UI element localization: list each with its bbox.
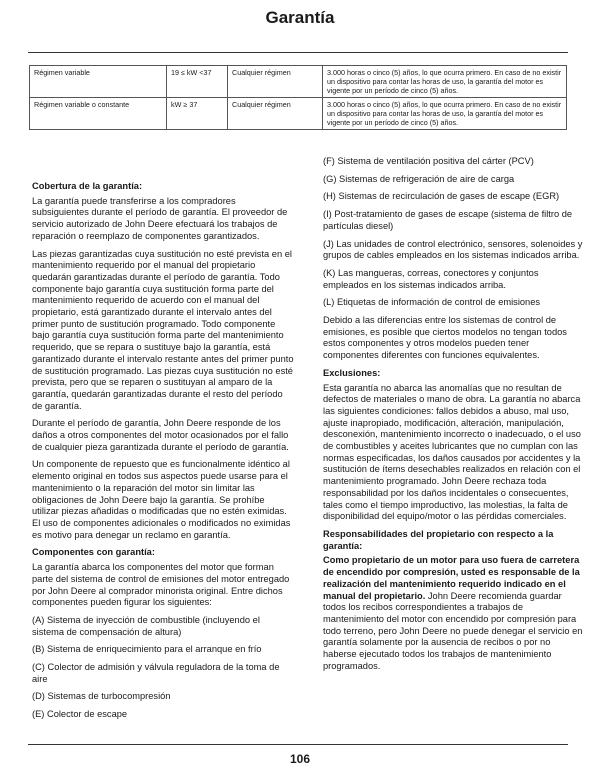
- paragraph: La garantía abarca los componentes del motor que forman parte del sistema de control de emisiones del motor entregado por John Deere al comprador minorista original. Entre dichos componentes pueden figurar los siguientes:: [32, 562, 290, 608]
- list-item: (J) Las unidades de control electrónico, sensores, solenoides y grupos de cables empleados en los sistemas indicados arriba.: [323, 238, 583, 261]
- paragraph-text: John Deere recomienda guardar todos los recibos correspondientes a trabajos de mantenimiento del motor con encendido por compresión para todo terreno, pero John Deere no puede denegar el servicio en garantía solamente por la ausencia de recibos o por no haberse ejecutado todos los trabajos de mantenimiento programados.: [323, 590, 583, 671]
- left-column: [32, 181, 294, 727]
- right-column: [323, 156, 585, 678]
- table-cell: Régimen variable: [30, 66, 167, 98]
- paragraph: [323, 555, 585, 672]
- emphasis-text: Como propietario de un motor para uso fuera de carretera de encendido por compresión, usted es responsable de la realización del mantenimiento requerido indicado en el manual del propietario.: [323, 555, 580, 601]
- section-heading: Componentes con garantía:: [32, 547, 155, 558]
- page-number: 106: [289, 752, 311, 766]
- section-heading: Exclusiones:: [323, 367, 381, 378]
- list-item: (D) Sistemas de turbocompresión: [32, 691, 171, 702]
- table-cell: kW ≥ 37: [167, 98, 228, 130]
- table-cell: 3.000 horas o cinco (5) años, lo que ocurra primero. En caso de no existir un dispositivo para contar las horas de uso, la garantía del motor es vigente por un período de cinco (5) años.: [323, 66, 567, 98]
- header-rule: [28, 52, 568, 53]
- paragraph: Durante el período de garantía, John Deere responde de los daños a otros componentes del motor ocasionados por el fallo de cualquier pieza garantizada durante el período de garantía.: [32, 418, 289, 452]
- table-cell: Cualquier régimen: [228, 66, 323, 98]
- table-row: [30, 66, 567, 98]
- warranty-period-table: [29, 65, 567, 130]
- paragraph: Las piezas garantizadas cuya sustitución no esté prevista en el mantenimiento requerido por el manual del propietario quedarán garantizadas durante el período de garantía. Todo componente bajo garantía cuya sustitución forma parte del mantenimiento requerido de acuerdo con el manual del propietario, está garantizado durante el intervalo antes del primer punto de sustitución programado. Todo componente bajo garantía cuya sustitución forma parte del mantenimiento requerido, que se repara o sustituye bajo la garantía, está garantizado durante el intervalo restante antes del primer punto de sustitución programado. Las piezas cuya sustitución no esté prevista, pero que se reparen o sustituyan al amparo de la garantía, quedarán garantizadas durante el resto del período de garantía.: [32, 248, 294, 411]
- list-item: (G) Sistemas de refrigeración de aire de carga: [323, 173, 515, 184]
- list-item: (K) Las mangueras, correas, conectores y conjuntos empleados en los sistemas indicados arriba.: [323, 267, 539, 290]
- list-item: (H) Sistemas de recirculación de gases de escape (EGR): [323, 191, 560, 202]
- table-cell: Régimen variable o constante: [30, 98, 167, 130]
- list-item: (L) Etiquetas de información de control de emisiones: [323, 297, 541, 308]
- paragraph: Un componente de repuesto que es funcionalmente idéntico al elemento original en todos sus aspectos puede usarse para el mantenimiento o la reparación del motor sin limitar las obligaciones de John Deere bajo la garantía. Se prohíbe utilizar piezas añadidas o modificadas que no estén eximidas. El uso de componentes adicionales o modificados no eximidas es motivo para denegar un reclamo en garantía.: [32, 459, 291, 540]
- table-cell: 19 ≤ kW <37: [167, 66, 228, 98]
- list-item: (B) Sistema de enriquecimiento para el arranque en frío: [32, 644, 262, 655]
- section-heading: Responsabilidades del propietario con respecto a la garantía:: [323, 528, 554, 551]
- list-item: (F) Sistema de ventilación positiva del cárter (PCV): [323, 156, 534, 166]
- list-item: (A) Sistema de inyección de combustible (incluyendo el sistema de compensación de altura): [32, 614, 260, 637]
- section-heading: Cobertura de la garantía:: [32, 181, 143, 191]
- paragraph: La garantía puede transferirse a los compradores subsiguientes durante el período de garantía. El proveedor de servicio autorizado de John Deere efectuará los trabajos de reparación o reemplazo de componentes garantizados.: [32, 195, 288, 241]
- table-cell: 3.000 horas o cinco (5) años, lo que ocurra primero. En caso de no existir un dispositivo para contar las horas de uso, la garantía del motor es vigente por un período de cinco (5) años.: [323, 98, 567, 130]
- paragraph: Debido a las diferencias entre los sistemas de control de emisiones, es posible que ciertos modelos no tengan todos estos componentes y otros modelos pueden tener componentes diferentes con funciones equivalentes.: [323, 315, 567, 361]
- table-row: [30, 98, 567, 130]
- list-item: (C) Colector de admisión y válvula reguladora de la toma de aire: [32, 662, 280, 684]
- footer-rule: [28, 744, 568, 745]
- list-item: (I) Post-tratamiento de gases de escape (sistema de filtro de partículas diesel): [323, 209, 573, 231]
- page-title: Garantía: [265, 8, 335, 27]
- table-cell: Cualquier régimen: [228, 98, 323, 130]
- paragraph: Esta garantía no abarca las anomalías que no resultan de defectos de materiales o mano de obra. La garantía no abarca las siguientes condiciones: fallos debidos a abuso, mal uso, ajuste inapropiado, modificación, alteración, manipulación, desconexión, mantenimiento incorrecto o inadecuado, o el uso de combustibles y aceites lubricantes que no cumplan con las normas especificadas, los daños causados por accidentes y la sustitución de ítems desechables realizados en relación con el mantenimiento programado. John Deere rechaza toda responsabilidad por los daños incidentales o consecuentes, tales como el tiempo improductivo, las molestias, la falta de disponibilidad del equipo/motor o las pérdidas comerciales.: [323, 382, 581, 522]
- list-item: (E) Colector de escape: [32, 709, 128, 720]
